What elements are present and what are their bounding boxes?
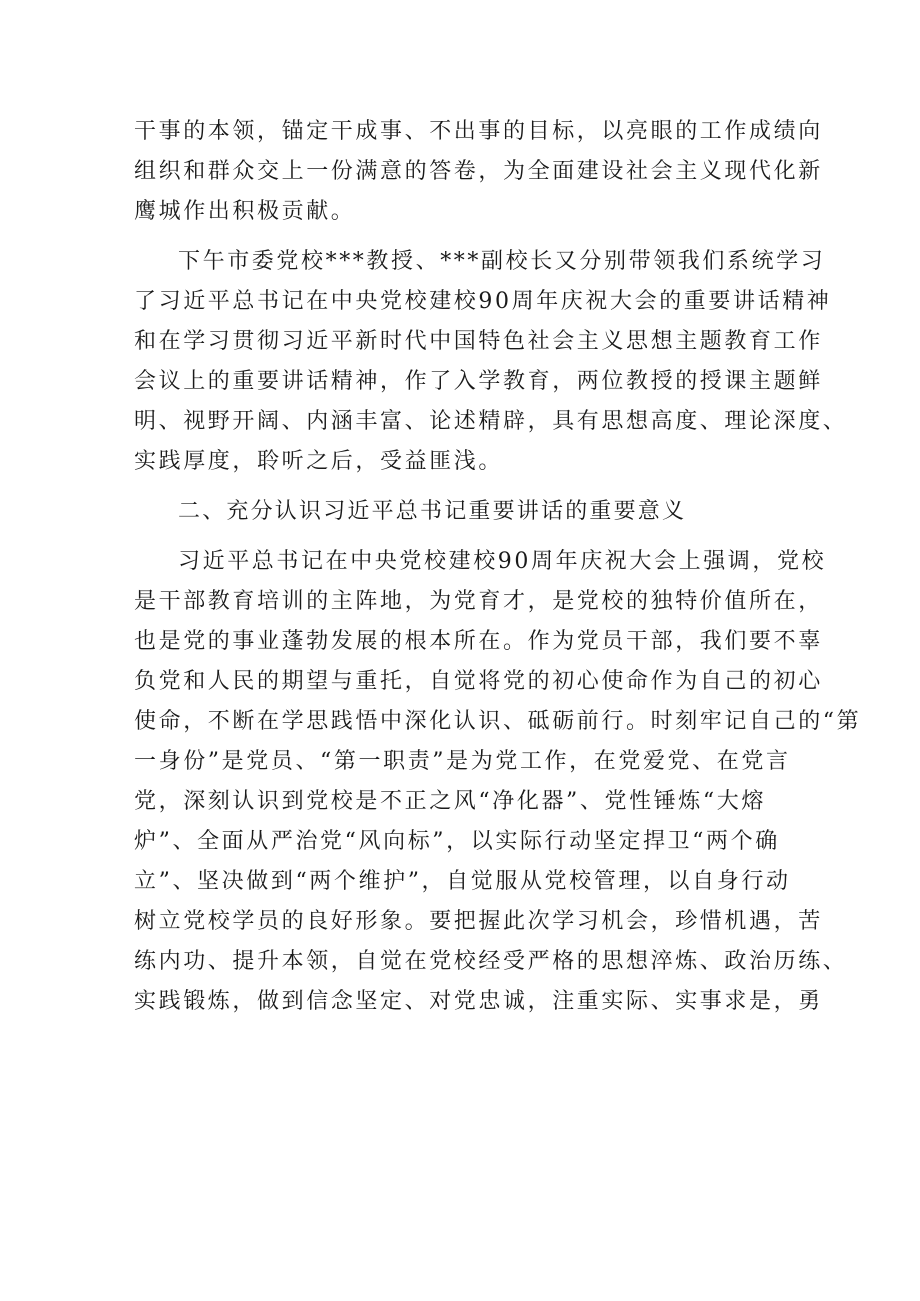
paragraph-2-line-2: 了习近平总书记在中央党校建校90周年庆祝大会的重要讲话精神 [134,289,832,314]
paragraph-3-line-1: 习近平总书记在中央党校建校90周年庆祝大会上强调，党校 [178,549,827,574]
paragraph-1-line-2: 组织和群众交上一份满意的答卷，为全面建设社会主义现代化新 [134,159,823,184]
paragraph-3-line-5: 使命，不断在学思践悟中深化认识、砥砺前行。时刻牢记自己的“第 [134,709,862,734]
paragraph-3-line-12: 实践锻炼，做到信念坚定、对党忠诚，注重实际、实事求是，勇 [134,989,823,1014]
paragraph-1-line-1: 干事的本领，锚定干成事、不出事的目标，以亮眼的工作成绩向 [134,119,823,144]
paragraph-3-line-9: 立”、坚决做到“两个维护”，自觉服从党校管理，以自身行动 [134,869,791,894]
paragraph-3-line-8: 炉”、全面从严治党“风向标”，以实际行动坚定捍卫“两个确 [134,829,780,854]
paragraph-3-line-6: 一身份”是党员、“第一职责”是为党工作，在党爱党、在党言 [134,749,791,774]
paragraph-3-line-11: 练内功、提升本领，自觉在党校经受严格的思想淬炼、政治历练、 [134,949,848,974]
section-heading: 二、充分认识习近平总书记重要讲话的重要意义 [178,499,687,524]
paragraph-2-line-4: 会议上的重要讲话精神，作了入学教育，两位教授的授课主题鲜 [134,369,823,394]
paragraph-3-line-4: 负党和人民的期望与重托，自觉将党的初心使命作为自己的初心 [134,669,823,694]
paragraph-1-line-3: 鹰城作出积极贡献。 [134,199,356,224]
paragraph-3-line-7: 党，深刻认识到党校是不正之风“净化器”、党性锤炼“大熔 [134,789,766,814]
paragraph-2-line-5: 明、视野开阔、内涵丰富、论述精辟，具有思想高度、理论深度、 [134,409,848,434]
paragraph-2-line-6: 实践厚度，聆听之后，受益匪浅。 [134,449,504,474]
paragraph-3-line-2: 是干部教育培训的主阵地，为党育才，是党校的独特价值所在， [134,589,823,614]
paragraph-3-line-3: 也是党的事业蓬勃发展的根本所在。作为党员干部，我们要不辜 [134,629,823,654]
paragraph-3-line-10: 树立党校学员的良好形象。要把握此次学习机会，珍惜机遇，苦 [134,909,823,934]
paragraph-2-line-1: 下午市委党校***教授、***副校长又分别带领我们系统学习 [178,249,826,274]
paragraph-2-line-3: 和在学习贯彻习近平新时代中国特色社会主义思想主题教育工作 [134,329,823,354]
